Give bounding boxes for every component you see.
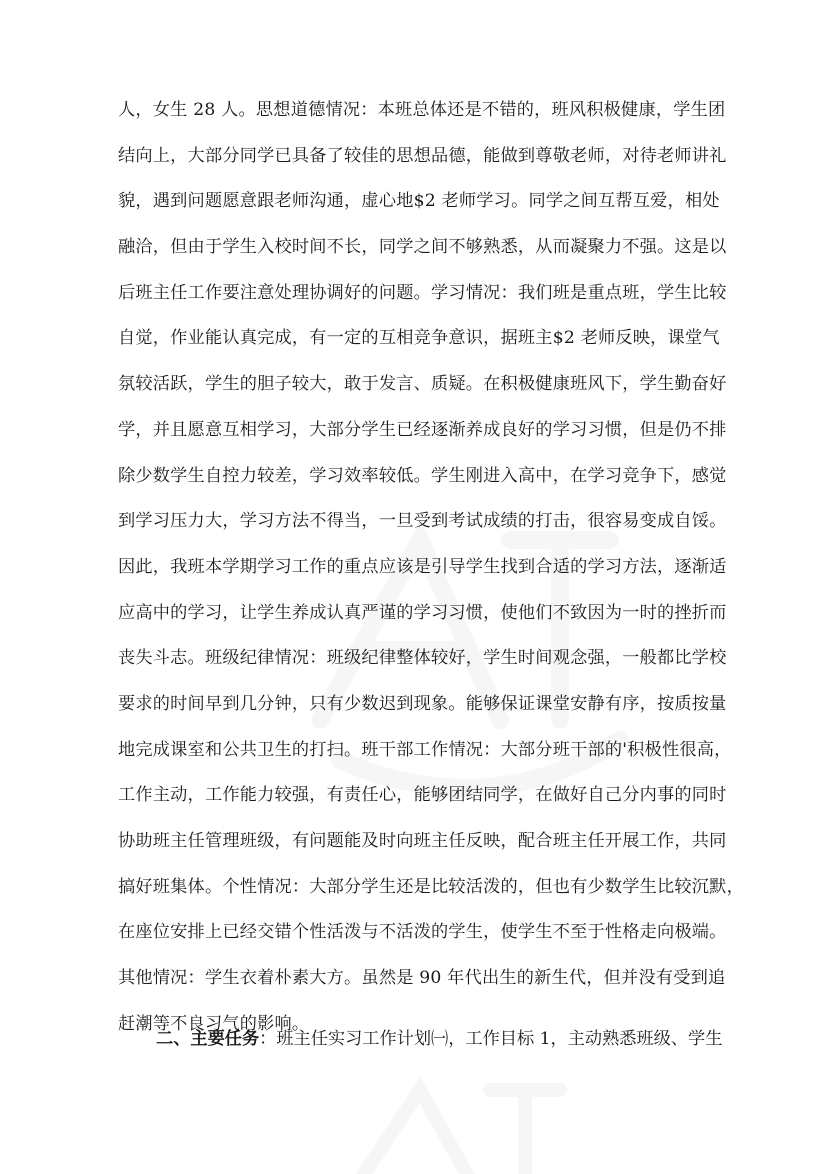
text-line: 在座位安排上已经交错个性活泼与不活泼的学生，使学生不至于性格走向极端。 bbox=[118, 922, 727, 943]
text-line: 除少数学生自控力较差，学习效率较低。学生刚进入高中，在学习竞争下，感觉 bbox=[118, 465, 727, 486]
section-heading: 二、主要任务 bbox=[156, 1029, 260, 1049]
text-line: 其他情况：学生衣着朴素大方。虽然是 90 年代出生的新生代，但并没有受到追 bbox=[118, 968, 726, 989]
text-line: 赶潮等不良习气的影响。 bbox=[118, 1013, 310, 1034]
text-line: 人，女生 28 人。思想道德情况：本班总体还是不错的，班风积极健康，学生团 bbox=[118, 100, 726, 120]
text-line: 后班主任工作要注意处理协调好的问题。学习情况：我们班是重点班，学生比较 bbox=[118, 282, 727, 303]
text-line: 工作主动，工作能力较强，有责任心，能够团结同学，在做好自己分内事的同时 bbox=[118, 785, 727, 806]
text-line: 地完成课室和公共卫生的打扫。班干部工作情况：大部分班干部的'积极性很高， bbox=[118, 739, 732, 760]
text-line: 搞好班集体。个性情况：大部分学生还是比较活泼的，但也有少数学生比较沉默， bbox=[118, 876, 744, 897]
text-line: 结向上，大部分同学已具备了较佳的思想品德，能做到尊敬老师，对待老师讲礼 bbox=[118, 145, 727, 166]
text-line: 丧失斗志。班级纪律情况：班级纪律整体较好，学生时间观念强，一般都比学校 bbox=[118, 648, 727, 669]
text-line: 应高中的学习，让学生养成认真严谨的学习习惯，使他们不致因为一时的挫折而 bbox=[118, 602, 727, 623]
text-line: 协助班主任管理班级，有问题能及时向班主任反映，配合班主任开展工作，共同 bbox=[118, 831, 727, 851]
text-line: 融洽，但由于学生入校时间不长，同学之间不够熟悉，从而凝聚力不强。这是以 bbox=[118, 237, 727, 258]
text-line: 学，并且愿意互相学习，大部分学生已经逐渐养成良好的学习习惯，但是仍不排 bbox=[118, 419, 727, 440]
text-line: 自觉，作业能认真完成，有一定的互相竞争意识，据班主$2 老师反映，课堂气 bbox=[118, 328, 720, 349]
section-line bbox=[156, 1017, 723, 1063]
section-text: ：班主任实习工作计划㈠，工作目标 1，主动熟悉班级、学生 bbox=[259, 1029, 723, 1049]
text-line: 貌，遇到问题愿意跟老师沟通，虚心地$2 老师学习。同学之间互帮互爱，相处 bbox=[118, 191, 720, 212]
text-line: 氛较活跃，学生的胆子较大，敢于发言、质疑。在积极健康班风下，学生勤奋好 bbox=[118, 374, 727, 395]
body-paragraph bbox=[118, 88, 744, 1047]
watermark-fragment-icon bbox=[340, 1060, 580, 1174]
text-line: 到学习压力大，学习方法不得当，一旦受到考试成绩的打击，很容易变成自馁。 bbox=[118, 511, 727, 532]
text-line: 要求的时间早到几分钟，只有少数迟到现象。能够保证课堂安静有序，按质按量 bbox=[118, 693, 727, 714]
text-line: 因此，我班本学期学习工作的重点应该是引导学生找到合适的学习方法，逐渐适 bbox=[118, 556, 727, 577]
